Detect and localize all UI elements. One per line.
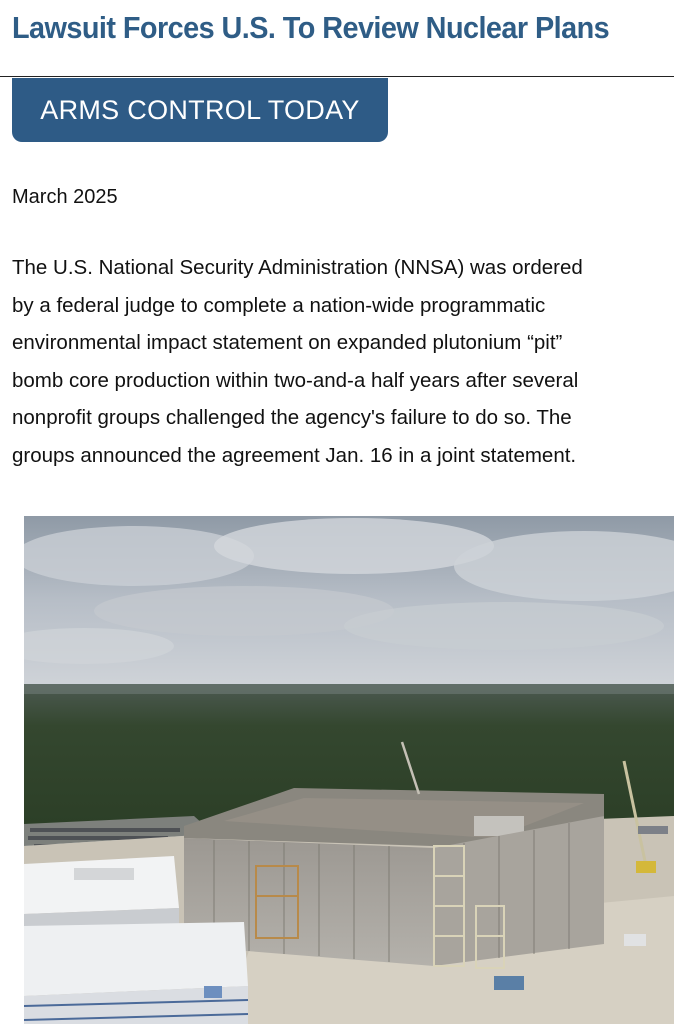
article-date: March 2025 — [12, 186, 118, 208]
body-line: nonprofit groups challenged the agency's failure to do so. The — [12, 406, 572, 429]
body-line: groups announced the agreement Jan. 16 in a joint statement. — [12, 443, 577, 467]
article-headline: Lawsuit Forces U.S. To Review Nuclear Plans — [12, 10, 610, 45]
article-photo — [24, 516, 674, 1024]
facility-aerial-image — [24, 516, 674, 1024]
body-line: The U.S. National Security Administration (NNSA) was ordered — [12, 256, 583, 279]
body-line: environmental impact statement on expanded plutonium “pit” — [12, 331, 563, 354]
article-body — [12, 249, 692, 474]
section-badge[interactable]: ARMS CONTROL TODAY — [12, 78, 388, 142]
body-line: by a federal judge to complete a nation-wide programmatic — [12, 293, 546, 317]
body-line: bomb core production within two-and-a half years after several — [12, 368, 579, 392]
header-divider — [0, 76, 674, 77]
